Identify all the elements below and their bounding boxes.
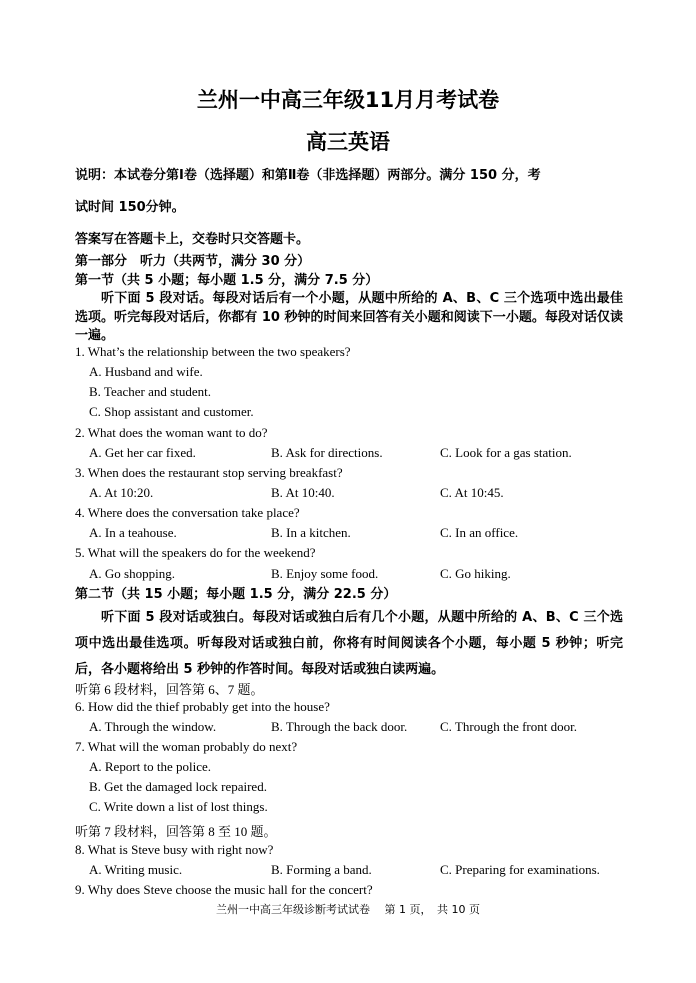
q6-option-c: C. Through the front door. xyxy=(440,719,577,734)
section1-heading: 第一节（共 5 小题；每小题 1.5 分，满分 7.5 分） xyxy=(75,273,379,288)
q2-option-a: A. Get her car fixed. xyxy=(89,445,196,460)
q3-option-a: A. At 10:20. xyxy=(89,485,154,500)
instructions-line-2: 试时间 150分钟。 xyxy=(75,200,185,215)
q6-option-b: B. Through the back door. xyxy=(271,719,408,734)
q2-option-b: B. Ask for directions. xyxy=(271,445,383,460)
question-9: 9. Why does Steve choose the music hall for the concert? xyxy=(75,882,373,897)
q2-option-c: C. Look for a gas station. xyxy=(440,445,572,460)
q3-option-c: C. At 10:45. xyxy=(440,485,504,500)
question-6: 6. How did the thief probably get into the house? xyxy=(75,699,330,714)
exam-subject: 高三英语 xyxy=(306,130,390,154)
question-5: 5. What will the speakers do for the weekend? xyxy=(75,545,316,560)
q1-option-a: A. Husband and wife. xyxy=(89,364,203,379)
section2-directions: 听下面 5 段对话或独白。每段对话或独白后有几个小题，从题中所给的 A、B、C 三个选项中选出最佳选项。听每段对话或独白前，你将有时间阅读各个小题，每小题 5 秒钟；听完后，各小题将给出 5 秒钟的作答时间。每段对话或独白读两遍。 xyxy=(75,610,623,677)
material-6-instruction: 听第 6 段材料，回答第 6、7 题。 xyxy=(75,682,264,697)
instructions-line-3: 答案写在答题卡上，交卷时只交答题卡。 xyxy=(75,232,310,247)
q5-option-a: A. Go shopping. xyxy=(89,566,175,581)
q3-option-b: B. At 10:40. xyxy=(271,485,335,500)
exam-title: 兰州一中高三年级11月月考试卷 xyxy=(196,88,500,112)
question-1: 1. What’s the relationship between the two speakers? xyxy=(75,344,351,359)
q7-option-b: B. Get the damaged lock repaired. xyxy=(89,779,267,794)
question-4: 4. Where does the conversation take place? xyxy=(75,505,300,520)
q8-option-c: C. Preparing for examinations. xyxy=(440,862,600,877)
instructions-line-1: 说明：本试卷分第Ⅰ卷（选择题）和第Ⅱ卷（非选择题）两部分。满分 150 分，考 xyxy=(75,168,541,183)
q8-option-a: A. Writing music. xyxy=(89,862,183,877)
q1-option-b: B. Teacher and student. xyxy=(89,384,211,399)
q5-option-c: C. Go hiking. xyxy=(440,566,511,581)
q5-option-b: B. Enjoy some food. xyxy=(271,566,379,581)
q4-option-a: A. In a teahouse. xyxy=(89,525,177,540)
part1-heading: 第一部分 听力（共两节，满分 30 分） xyxy=(75,254,311,269)
q4-option-b: B. In a kitchen. xyxy=(271,525,351,540)
section2-heading: 第二节（共 15 小题；每小题 1.5 分，满分 22.5 分） xyxy=(75,587,397,602)
q7-option-c: C. Write down a list of lost things. xyxy=(89,799,268,814)
q4-option-c: C. In an office. xyxy=(440,525,519,540)
section1-directions: 听下面 5 段对话。每段对话后有一个小题，从题中所给的 A、B、C 三个选项中选出最佳选项。听完每段对话后，你都有 10 秒钟的时间来回答有关小题和阅读下一小题。每段对话仅读一遍。 xyxy=(75,291,623,343)
question-7: 7. What will the woman probably do next? xyxy=(75,739,298,754)
q8-option-b: B. Forming a band. xyxy=(271,862,372,877)
material-7-instruction: 听第 7 段材料，回答第 8 至 10 题。 xyxy=(75,824,277,839)
question-2: 2. What does the woman want to do? xyxy=(75,425,268,440)
question-8: 8. What is Steve busy with right now? xyxy=(75,842,274,857)
question-3: 3. When does the restaurant stop serving breakfast? xyxy=(75,465,343,480)
q6-option-a: A. Through the window. xyxy=(89,719,217,734)
q1-option-c: C. Shop assistant and customer. xyxy=(89,404,254,419)
page-footer: 兰州一中高三年级诊断考试试卷 第 1 页， 共 10 页 xyxy=(216,903,480,916)
q7-option-a: A. Report to the police. xyxy=(89,759,212,774)
